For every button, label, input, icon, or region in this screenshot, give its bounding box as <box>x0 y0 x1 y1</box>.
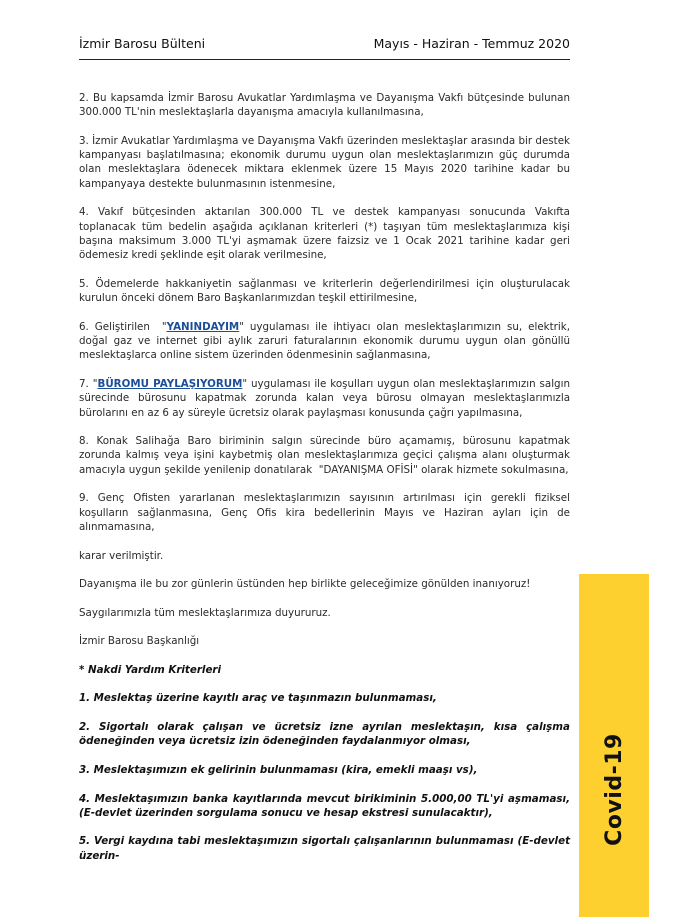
paragraph-6-intro: 6. Geliştirilen " <box>79 320 167 333</box>
paragraph-8: 8. Konak Salihağa Baro biriminin salgın sürecinde büro açamamış, bürosunu kapatmak zorunda kalmış veya işini kaybetmiş olan meslektaşlarımıza geçici çalışma alanı oluşturmak amacıyla uygun şekilde yenilenip donatılarak "DAYANIŞMA OFİSİ" olarak hizmete sokulmasına, <box>79 435 570 476</box>
criteria-item-2: 2. Sigortalı olarak çalışan ve ücretsiz izne ayrılan meslektaşın, kısa çalışma ödeneğinden veya ücretsiz izin ödeneğinden faydalanmıyor olması, <box>79 721 570 748</box>
paragraph-5: 5. Ödemelerde hakkaniyetin sağlanması ve kriterlerin değerlendirilmesi için oluşturulacak kurulun önceki dönem Baro Başkanlarımızdan teşkil ettirilmesine, <box>79 277 570 305</box>
paragraph-6-body: " uygulaması ile ihtiyacı olan meslektaşlarımızın su, elektrik, doğal gaz ve internet gibi aylık zaruri faturalarının ekonomik durumu uygun olan gönüllü meslektaşlarca online sistem üzerinden ödenmesinin sağlanmasına, <box>79 320 571 362</box>
paragraph-4: 4. Vakıf bütçesinden aktarılan 300.000 TL ve destek kampanyası sonucunda Vakıfta toplanacak tüm bedelin aşağıda açıklanan kriterleri (*) taşıyan tüm meslektaşlarımıza kişi başına maksimum 3.000 TL'yi aşmamak üzere faizsiz ve 1 Ocak 2021 tarihine kadar geri ödemesiz kredi şeklinde eşit olarak verilmesine, <box>79 206 570 262</box>
publication-title: İzmir Barosu Bülteni <box>79 36 206 51</box>
buromu-paylasiyorum-link[interactable]: BÜROMU PAYLAŞIYORUM <box>97 377 243 390</box>
paragraph-6 <box>79 320 570 363</box>
paragraph-7-body: " uygulaması ile koşulları uygun olan meslektaşlarımızın salgın sürecinde bürosunu kapatmak zorunda kalan veya bürosu olmayan meslektaşlarımızla bürolarını en az 6 ay süreyle ücretsiz olarak paylaşması konusunda çağrı yapılmasına, <box>79 377 570 419</box>
criteria-title: * Nakdi Yardım Kriterleri <box>79 663 222 676</box>
signature-line: İzmir Barosu Başkanlığı <box>79 635 200 648</box>
regards-line: Saygılarımızla tüm meslektaşlarımıza duyururuz. <box>79 606 331 619</box>
decision-line: karar verilmiştir. <box>79 549 164 562</box>
document-body <box>79 91 570 877</box>
paragraph-3: 3. İzmir Avukatlar Yardımlaşma ve Dayanışma Vakfı üzerinden meslektaşlar arasında bir destek kampanyası başlatılmasına; ekonomik durumu uygun olan meslektaşlarımızın güç durumda olan meslektaşlara ödenecek miktara eklenmek üzere 15 Mayıs 2020 tarihine kadar bu kampanyaya destekte bulunmasının istenmesine, <box>79 134 570 190</box>
page-header <box>79 36 570 56</box>
issue-date: Mayıs - Haziran - Temmuz 2020 <box>373 36 570 51</box>
solidarity-line: Dayanışma ile bu zor günlerin üstünden hep birlikte geleceğimize gönülden inanıyoruz! <box>79 578 531 591</box>
yanindayim-link[interactable]: YANINDAYIM <box>166 320 240 333</box>
criteria-item-3: 3. Meslektaşımızın ek gelirinin bulunmaması (kira, emekli maaşı vs), <box>79 763 478 776</box>
paragraph-7 <box>79 377 570 420</box>
section-tab-label-box <box>579 734 649 844</box>
criteria-item-4: 4. Meslektaşımızın banka kayıtlarında mevcut birikiminin 5.000,00 TL'yi aşmaması, (E-devlet üzerinden sorgulama sonucu ve hesap ekstresi sunulacaktır), <box>79 792 570 819</box>
criteria-item-1: 1. Meslektaş üzerine kayıtlı araç ve taşınmazın bulunmaması, <box>79 692 437 705</box>
paragraph-7-intro: 7. " <box>79 377 98 390</box>
section-tab-label: Covid-19 <box>601 732 627 846</box>
criteria-item-5: 5. Vergi kaydına tabi meslektaşımızın sigortalı çalışanlarının bulunmaması (E-devlet üzerin- <box>79 835 570 862</box>
paragraph-9: 9. Genç Ofisten yararlanan meslektaşlarımızın sayısının artırılması için gerekli fiziksel koşulların sağlanmasına, Genç Ofis kira bedellerinin Mayıs ve Haziran ayları için de alınmamasına, <box>79 492 570 533</box>
header-divider <box>79 59 570 60</box>
paragraph-2: 2. Bu kapsamda İzmir Barosu Avukatlar Yardımlaşma ve Dayanışma Vakfı bütçesinde bulunan 300.000 TL'nin meslektaşlarla dayanışma amacıyla kullanılmasına, <box>79 92 570 119</box>
